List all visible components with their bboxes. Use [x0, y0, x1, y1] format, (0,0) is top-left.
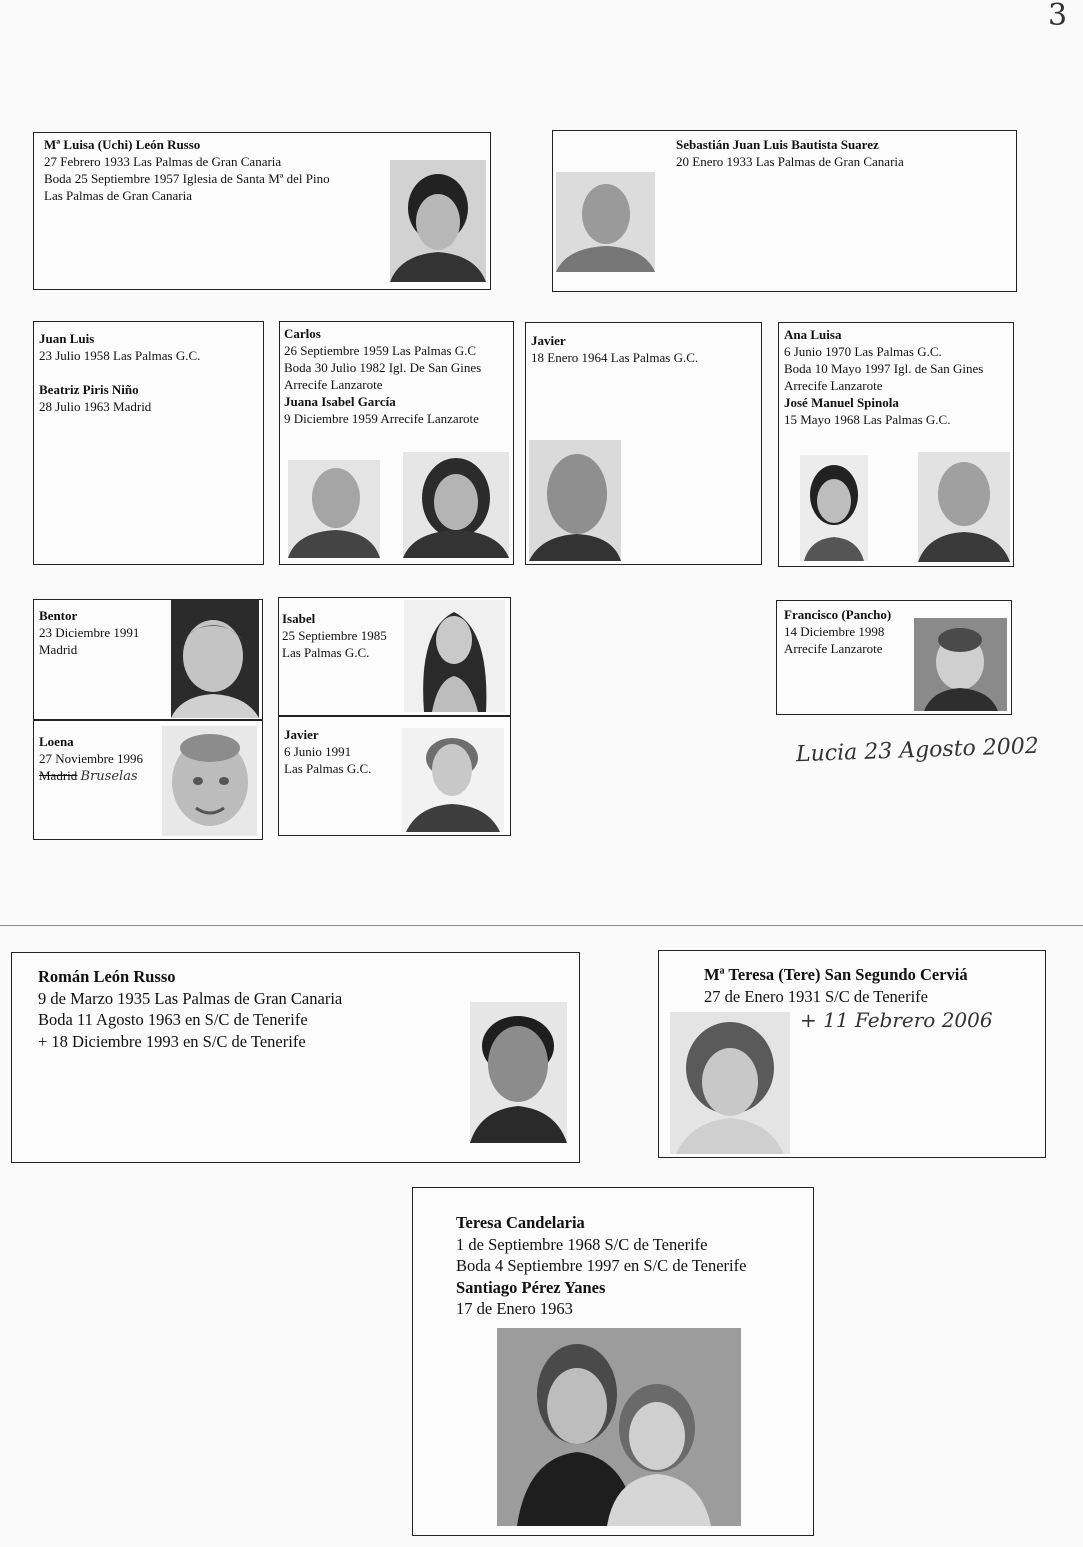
- bentor-place: Madrid: [39, 642, 78, 657]
- lucia-note: Lucia 23 Agosto 2002: [795, 733, 1040, 768]
- bentor-text: [39, 607, 139, 658]
- ana-luisa-wedding: Boda 10 Mayo 1997 Igl. de San Gines: [784, 361, 984, 376]
- teresa-text: [456, 1212, 746, 1320]
- teresa-santiago-photo: [497, 1328, 741, 1526]
- sebastian-name: Sebastián Juan Luis Bautista Suarez: [676, 137, 879, 152]
- santiago-name: Santiago Pérez Yanes: [456, 1277, 606, 1297]
- sebastian-text: [676, 136, 904, 170]
- roman-photo: [470, 1002, 567, 1143]
- ana-luisa-photo: [800, 455, 868, 561]
- mluisa-name: Mª Luisa (Uchi) León Russo: [44, 137, 201, 152]
- tere-photo: [670, 1012, 790, 1154]
- javier-birth: 18 Enero 1964 Las Palmas G.C.: [531, 350, 699, 365]
- juan-luis-text: [39, 330, 200, 415]
- isabel-name: Isabel: [282, 611, 316, 626]
- carlos-birth: 26 Septiembre 1959 Las Palmas G.C: [284, 343, 477, 358]
- francisco-name: Francisco (Pancho): [784, 607, 892, 622]
- juana-name: Juana Isabel García: [284, 394, 396, 409]
- loena-birth: 27 Noviembre 1996: [39, 751, 143, 766]
- juana-birth: 9 Diciembre 1959 Arrecife Lanzarote: [284, 411, 479, 426]
- mluisa-text: [44, 136, 330, 204]
- mluisa-photo: [390, 160, 486, 282]
- bentor-loena-divider: [34, 719, 262, 721]
- roman-text: [38, 966, 342, 1052]
- loena-place-struck: Madrid: [39, 768, 78, 783]
- jose-manuel-name: José Manuel Spinola: [784, 395, 899, 410]
- carlos-wedding: Boda 30 Julio 1982 Igl. De San Gines: [284, 360, 482, 375]
- juan-luis-name: Juan Luis: [39, 331, 95, 346]
- tere-name: Mª Teresa (Tere) San Segundo Cerviá: [704, 965, 968, 984]
- loena-place-handwritten: Bruselas: [80, 769, 138, 784]
- section-divider: [0, 925, 1083, 926]
- javier-text: [531, 332, 698, 366]
- loena-photo: [162, 726, 257, 836]
- mluisa-wedding-place: Las Palmas de Gran Canaria: [44, 188, 193, 203]
- javier-jr-place: Las Palmas G.C.: [284, 761, 372, 776]
- santiago-birth: 17 de Enero 1963: [456, 1299, 573, 1318]
- bentor-name: Bentor: [39, 608, 78, 623]
- tere-death-note: + 11 Febrero 2006: [800, 1008, 993, 1032]
- jose-manuel-birth: 15 Mayo 1968 Las Palmas G.C.: [784, 412, 951, 427]
- carlos-wedding-place: Arrecife Lanzarote: [284, 377, 383, 392]
- teresa-name: Teresa Candelaria: [456, 1213, 585, 1232]
- ana-luisa-text: [784, 326, 983, 428]
- tere-text: [704, 964, 968, 1007]
- beatriz-name: Beatriz Piris Niño: [39, 382, 139, 397]
- mluisa-birth: 27 Febrero 1933 Las Palmas de Gran Canaria: [44, 154, 282, 169]
- roman-death: + 18 Diciembre 1993 en S/C de Tenerife: [38, 1031, 306, 1051]
- isabel-place: Las Palmas G.C.: [282, 645, 370, 660]
- francisco-birth: 14 Diciembre 1998: [784, 624, 885, 639]
- page-number: 3: [1048, 0, 1068, 33]
- isabel-birth: 25 Septiembre 1985: [282, 628, 387, 643]
- ana-luisa-name: Ana Luisa: [784, 327, 842, 342]
- javier-jr-name: Javier: [284, 727, 319, 742]
- mluisa-wedding: Boda 25 Septiembre 1957 Iglesia de Santa Mª del Pino: [44, 171, 330, 186]
- isabel-javier-divider: [279, 715, 510, 717]
- javier-name: Javier: [531, 333, 566, 348]
- javier-photo: [529, 440, 621, 561]
- juan-luis-birth: 23 Julio 1958 Las Palmas G.C.: [39, 348, 201, 363]
- roman-birth: 9 de Marzo 1935 Las Palmas de Gran Canaria: [38, 988, 343, 1008]
- roman-wedding: Boda 11 Agosto 1963 en S/C de Tenerife: [38, 1010, 308, 1029]
- isabel-text: [282, 610, 387, 661]
- loena-name: Loena: [39, 734, 74, 749]
- roman-name: Román León Russo: [38, 967, 176, 986]
- bentor-birth: 23 Diciembre 1991: [39, 625, 140, 640]
- juana-photo: [403, 452, 509, 558]
- beatriz-birth: 28 Julio 1963 Madrid: [39, 399, 152, 414]
- francisco-text: [784, 606, 891, 657]
- sebastian-birth: 20 Enero 1933 Las Palmas de Gran Canaria: [676, 154, 904, 169]
- teresa-birth: 1 de Septiembre 1968 S/C de Tenerife: [456, 1234, 708, 1254]
- javier-jr-text: [284, 726, 371, 777]
- jose-manuel-photo: [918, 452, 1010, 562]
- ana-luisa-wedding-place: Arrecife Lanzarote: [784, 378, 883, 393]
- javier-jr-birth: 6 Junio 1991: [284, 744, 352, 759]
- carlos-name: Carlos: [284, 326, 321, 341]
- tere-birth: 27 de Enero 1931 S/C de Tenerife: [704, 986, 928, 1006]
- francisco-photo: [914, 618, 1007, 711]
- carlos-photo: [288, 460, 380, 558]
- francisco-place: Arrecife Lanzarote: [784, 641, 883, 656]
- teresa-wedding: Boda 4 Septiembre 1997 en S/C de Tenerife: [456, 1256, 747, 1275]
- bentor-photo: [171, 600, 259, 718]
- isabel-photo: [404, 600, 505, 712]
- carlos-text: [284, 325, 481, 427]
- javier-jr-photo: [402, 728, 504, 832]
- ana-luisa-birth: 6 Junio 1970 Las Palmas G.C.: [784, 344, 942, 359]
- sebastian-photo: [556, 172, 655, 272]
- loena-text: [39, 733, 143, 785]
